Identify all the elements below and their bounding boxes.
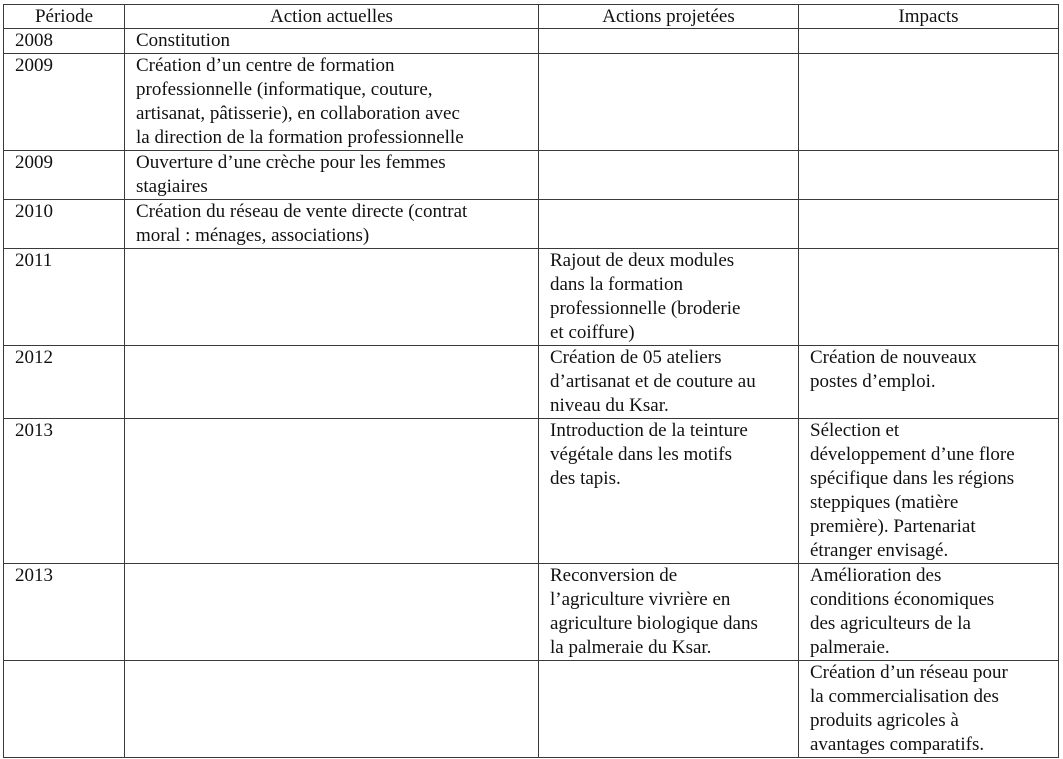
period-cell: 2009: [4, 151, 125, 200]
period-cell: 2010: [4, 200, 125, 249]
impact-cell: Création de nouveaux postes d’emploi.: [799, 346, 1059, 419]
action-cell: Création du réseau de vente directe (contrat moral : ménages, associations): [125, 200, 539, 249]
actions-table: [3, 4, 1059, 758]
table-row: [4, 346, 1059, 419]
impact-cell: Sélection et développement d’une flore spécifique dans les régions steppiques (matière première). Partenariat étranger envisagé.: [799, 419, 1059, 564]
header-periode: Période: [4, 5, 125, 29]
projected-cell: [539, 151, 799, 200]
table-row: [4, 151, 1059, 200]
period-cell: 2009: [4, 54, 125, 151]
period-cell: [4, 661, 125, 758]
impact-cell: [799, 249, 1059, 346]
projected-cell: [539, 29, 799, 54]
header-row: [4, 5, 1059, 29]
projected-cell: Reconversion de l’agriculture vivrière en agriculture biologique dans la palmeraie du Ksar.: [539, 564, 799, 661]
table-row: [4, 564, 1059, 661]
impact-cell: [799, 151, 1059, 200]
impact-cell: Amélioration des conditions économiques des agriculteurs de la palmeraie.: [799, 564, 1059, 661]
impact-cell: [799, 54, 1059, 151]
table-body: [4, 29, 1059, 758]
action-cell: [125, 249, 539, 346]
action-cell: Création d’un centre de formation professionnelle (informatique, couture, artisanat, pâtisserie), en collaboration avec la direction de la formation professionnelle: [125, 54, 539, 151]
action-cell: [125, 419, 539, 564]
action-cell: [125, 346, 539, 419]
table-row: [4, 661, 1059, 758]
projected-cell: Création de 05 ateliers d’artisanat et de couture au niveau du Ksar.: [539, 346, 799, 419]
table-row: [4, 200, 1059, 249]
header-impacts: Impacts: [799, 5, 1059, 29]
header-action-actuelles: Action actuelles: [125, 5, 539, 29]
projected-cell: [539, 661, 799, 758]
impact-cell: Création d’un réseau pour la commercialisation des produits agricoles à avantages comparatifs.: [799, 661, 1059, 758]
action-cell: Constitution: [125, 29, 539, 54]
period-cell: 2013: [4, 419, 125, 564]
table-header: [4, 5, 1059, 29]
action-cell: [125, 564, 539, 661]
action-cell: Ouverture d’une crèche pour les femmes stagiaires: [125, 151, 539, 200]
period-cell: 2008: [4, 29, 125, 54]
table-row: [4, 249, 1059, 346]
projected-cell: [539, 200, 799, 249]
table-row: [4, 419, 1059, 564]
impact-cell: [799, 200, 1059, 249]
table-row: [4, 29, 1059, 54]
projected-cell: [539, 54, 799, 151]
header-actions-projetees: Actions projetées: [539, 5, 799, 29]
projected-cell: Rajout de deux modules dans la formation professionnelle (broderie et coiffure): [539, 249, 799, 346]
period-cell: 2013: [4, 564, 125, 661]
impact-cell: [799, 29, 1059, 54]
period-cell: 2012: [4, 346, 125, 419]
period-cell: 2011: [4, 249, 125, 346]
projected-cell: Introduction de la teinture végétale dans les motifs des tapis.: [539, 419, 799, 564]
table-row: [4, 54, 1059, 151]
action-cell: [125, 661, 539, 758]
